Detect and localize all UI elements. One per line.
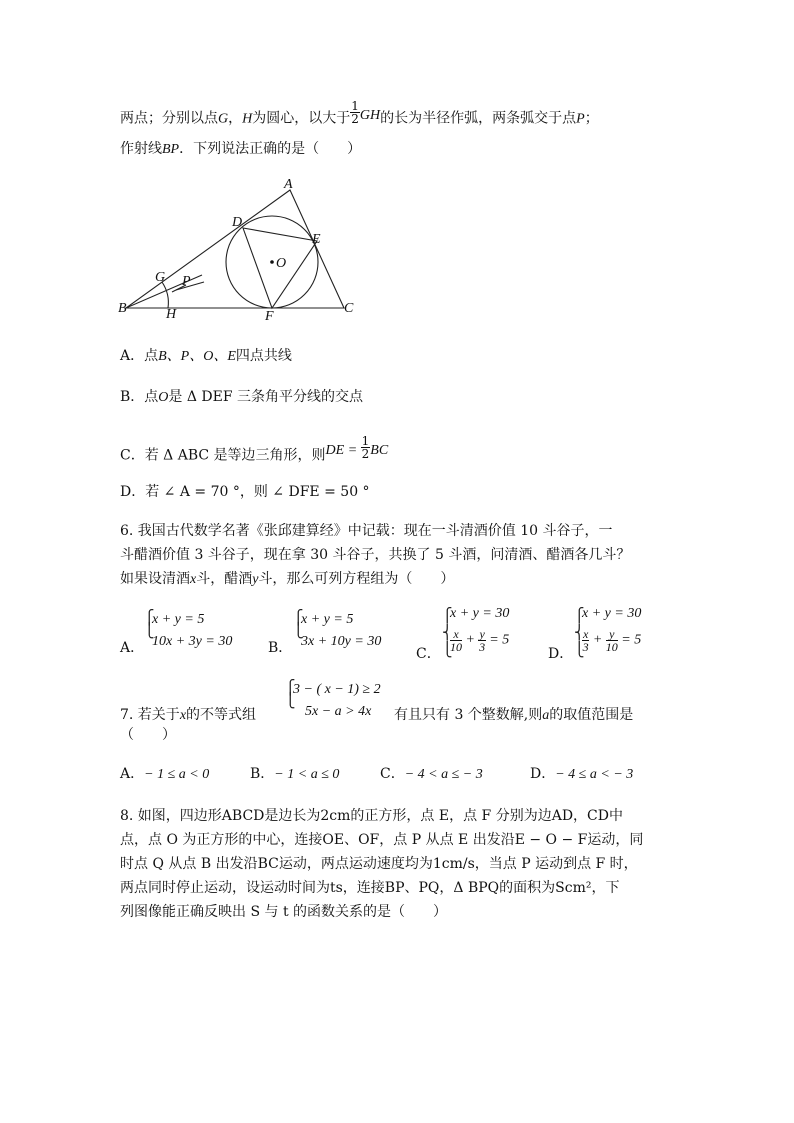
q6-line3-b: 斗，醋酒: [196, 571, 253, 587]
q7-option-D: [530, 766, 633, 783]
q6-option-B-label: B．: [268, 640, 293, 656]
q7-optD-math: − 4 ≤ a < − 3: [555, 767, 634, 782]
q5-frac-num: 1: [351, 99, 359, 113]
q6-optC-f2n: y: [479, 627, 485, 641]
q6-optD-frac2: [606, 628, 618, 653]
brace-icon: ⎧ ⎨ ⎩: [574, 609, 585, 658]
q7-optC-math: − 4 < a ≤ − 3: [404, 767, 483, 782]
q6-optD-f1n: x: [583, 627, 589, 641]
q6-optB-eq1: x + y = 5: [301, 612, 354, 627]
q7-line2: （ ）: [120, 727, 176, 743]
q5-optB-math: O: [158, 390, 169, 405]
q6-optC-rhs: = 5: [485, 632, 510, 648]
q5-optC-math: DE =: [325, 442, 361, 458]
label-H: H: [166, 307, 177, 322]
label-A: A: [284, 178, 293, 192]
q5-var-P: P: [576, 111, 585, 127]
q5-optB-label: B．点: [120, 389, 159, 405]
q5-fraction-half: [350, 100, 360, 125]
q6-option-A-system: [144, 612, 254, 654]
brace-icon: ⎧ ⎨ ⎩: [442, 609, 453, 658]
q6-optC-eq2: $\frac{x}{10}$ + $\frac{y}{3}$ = 5: [450, 627, 510, 654]
q6-optD-f2n: y: [606, 628, 618, 641]
q8-line1: 8. 如图，四边形ABCD是边长为2cm的正方形，点 E，点 F 分别为边AD，CD中: [120, 808, 623, 824]
q8-line2: 点，点 O 为正方形的中心，连接OE、OF，点 P 从点 E 出发沿E − O − F运动，同: [120, 832, 644, 848]
q8-line4: 两点同时停止运动，设运动时间为ts，连接BP、PQ，Δ BPQ的面积为Scm²，下: [120, 880, 620, 896]
q7-option-A: [120, 766, 209, 783]
q7-optB-label: B．: [250, 766, 275, 782]
q6-line2: 斗醋酒价值 3 斗谷子，现在拿 30 斗谷子，共换了 5 斗酒，问清酒、醋酒各几斗？: [120, 547, 631, 563]
q6-line3: [120, 571, 454, 588]
q5-line1-text-a: 两点；分别以点: [120, 110, 218, 127]
q6-optD-frac1: [582, 628, 589, 653]
q5-geometry-figure: [112, 178, 362, 323]
q5-line2: [120, 141, 361, 158]
q7-var-a: a: [542, 708, 550, 723]
q7-inequality-system: [285, 682, 395, 724]
q7-line1-c: 有且只有 3 个整数解,则: [394, 707, 543, 723]
q5-optC-frac-num: 1: [361, 434, 370, 448]
q6-optC-f2d: 3: [479, 640, 486, 654]
q5-option-D: [120, 484, 370, 500]
q6-line3-a: 如果设清酒: [120, 571, 190, 587]
q6-var-y: y: [252, 572, 259, 587]
q7-var-x: x: [179, 708, 187, 723]
q5-optC-fraction: [361, 435, 371, 460]
q5-option-B: [120, 389, 363, 406]
q5-var-BP: BP: [162, 142, 180, 157]
q6-optC-f1d: 10: [450, 640, 462, 654]
q7-optD-label: D．: [530, 766, 556, 782]
q7-option-C: [380, 766, 483, 783]
q8-line5: 列图像能正确反映出 S 与 t 的函数关系的是（ ）: [120, 904, 448, 920]
q5-line1: [120, 99, 599, 131]
q5-optC-label: C．若 Δ ABC 是等边三角形，则: [120, 447, 326, 464]
label-C: C: [344, 301, 354, 316]
q6-optD-f1d: 3: [582, 640, 589, 654]
q5-line2-text-b: ．下列说法正确的是（ ）: [179, 141, 362, 157]
q6-optB-eq2: 3x + 10y = 30: [301, 634, 382, 649]
q7-optA-math: − 1 ≤ a < 0: [144, 767, 210, 782]
q5-line2-text-a: 作射线: [120, 141, 162, 157]
q5-frac-den: 2: [351, 112, 359, 126]
q8-line3: 时点 Q 从点 B 出发沿BC运动，两点运动速度均为1cm/s，当点 P 运动到点 F 时，: [120, 856, 638, 872]
q6-line1: 6. 我国古代数学名著《张邱建算经》中记载：现在一斗清酒价值 10 斗谷子，一: [120, 523, 613, 539]
q5-option-A: [120, 348, 292, 365]
q5-optA-tail: 四点共线: [235, 348, 292, 364]
label-D: D: [232, 215, 243, 230]
q5-line1-text-c: 的长为半径作弧，两条弧交于点: [380, 110, 577, 127]
q5-option-C: [120, 434, 389, 468]
q6-var-x: x: [190, 572, 197, 587]
q7-line1: [120, 707, 256, 724]
q7-optC-label: C．: [380, 766, 405, 782]
q7-line1-d: 的取值范围是: [549, 707, 634, 723]
q7-line1-a: 7. 若关于: [120, 707, 180, 723]
q7-line1-rest: [394, 707, 633, 724]
q7-eq2: 5x − a > 4x: [305, 704, 372, 719]
label-E: E: [312, 232, 321, 247]
brace-icon: ⎧ ⎩: [144, 611, 155, 639]
q5-optC-tail: BC: [370, 442, 389, 458]
q7-optA-label: A．: [120, 766, 145, 782]
brace-icon: ⎧ ⎩: [293, 611, 304, 639]
q6-optC-f1n: x: [450, 628, 462, 641]
brace-icon: ⎧ ⎩: [285, 681, 296, 709]
q7-eq1: 3 − ( x − 1) ≥ 2: [293, 682, 381, 697]
label-B: B: [118, 301, 127, 316]
q7-option-B: [250, 766, 339, 783]
q5-optB-tail: 是 Δ DEF 三条角平分线的交点: [168, 389, 364, 405]
q6-optC-frac1: [450, 628, 462, 653]
q7-optB-math: − 1 < a ≤ 0: [274, 767, 340, 782]
q6-optD-eq1: x + y = 30: [582, 606, 642, 621]
label-F: F: [265, 309, 274, 323]
q6-line3-c: 斗，那么可列方程组为（ ）: [258, 571, 455, 587]
center-point-O: [270, 260, 274, 264]
q6-optC-eq1: x + y = 30: [450, 606, 510, 621]
q7-line1-b: 的不等式组: [186, 707, 257, 723]
q5-var-G: G: [218, 111, 229, 127]
q6-optD-f2d: 10: [605, 640, 618, 654]
q6-optD-eq2: $\frac{x}{3}$ + $\frac{y}{10}$ = 5: [582, 627, 642, 654]
q5-var-H: H: [242, 111, 253, 127]
q6-option-D-label: D．: [548, 646, 574, 662]
q5-var-GH: GH: [359, 107, 381, 123]
label-G: G: [155, 270, 166, 285]
arc-GH: [162, 282, 168, 308]
q5-line1-sep: ，: [228, 110, 243, 127]
q6-option-D-system: [574, 606, 684, 661]
q5-optA-math: B、P、O、E: [158, 349, 236, 364]
q6-optA-eq2: 10x + 3y = 30: [152, 634, 233, 649]
q6-optC-frac2: [478, 628, 485, 653]
q6-option-C-system: [442, 606, 552, 661]
q5-optD-label: D．若 ∠ A = 70 °，则 ∠ DFE = 50 °: [120, 484, 370, 500]
q5-optA-label: A．点: [120, 348, 159, 364]
q6-optD-rhs: = 5: [617, 632, 642, 648]
label-P: P: [182, 274, 191, 289]
q6-option-B-system: [293, 612, 403, 654]
q5-line1-text-b: 为圆心，以大于: [252, 110, 351, 127]
label-O: O: [276, 256, 287, 271]
q5-line1-end: ；: [584, 110, 599, 127]
q6-optA-eq1: x + y = 5: [152, 612, 205, 627]
q6-option-C-label: C．: [416, 646, 441, 662]
q6-option-A-label: A．: [120, 640, 145, 656]
q5-optC-frac-den: 2: [361, 447, 370, 461]
